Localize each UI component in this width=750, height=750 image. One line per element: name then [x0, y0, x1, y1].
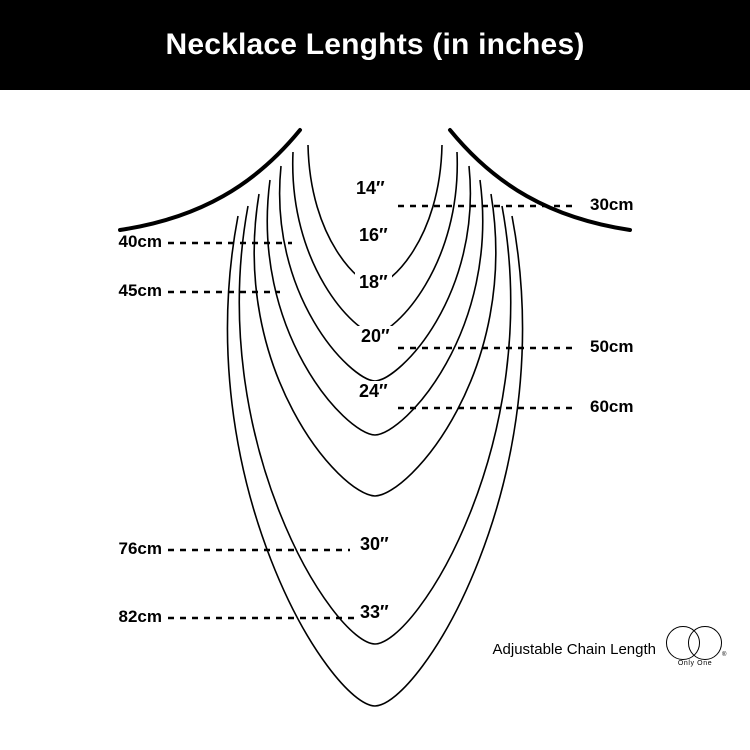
- logo-ring-right-icon: [688, 626, 722, 660]
- label-cm-50: 50cm: [590, 337, 634, 356]
- only-one-logo-icon: [666, 626, 727, 672]
- label-inch-14: 14″: [352, 178, 389, 199]
- label-inch-16: 16″: [355, 225, 392, 246]
- label-cm-45: 45cm: [118, 281, 162, 300]
- label-inch-20: 20″: [357, 326, 394, 347]
- label-inch-30: 30″: [356, 534, 393, 555]
- label-cm-60: 60cm: [590, 397, 634, 416]
- registered-mark-icon: ®: [722, 652, 727, 658]
- label-cm-76: 76cm: [118, 539, 162, 558]
- page-title: Necklace Lenghts (in inches): [165, 28, 585, 61]
- brand-name: Only One: [677, 660, 713, 667]
- adjustable-chain-caption: Adjustable Chain Length: [492, 640, 656, 658]
- label-inch-24: 24″: [355, 381, 392, 402]
- necklace-curve-14: [308, 145, 442, 286]
- label-inch-18: 18″: [355, 272, 392, 293]
- label-cm-30: 30cm: [590, 195, 634, 214]
- label-inch-33: 33″: [356, 602, 393, 623]
- brand-block: [492, 626, 727, 672]
- label-cm-82: 82cm: [118, 607, 162, 626]
- label-cm-40: 40cm: [118, 232, 162, 251]
